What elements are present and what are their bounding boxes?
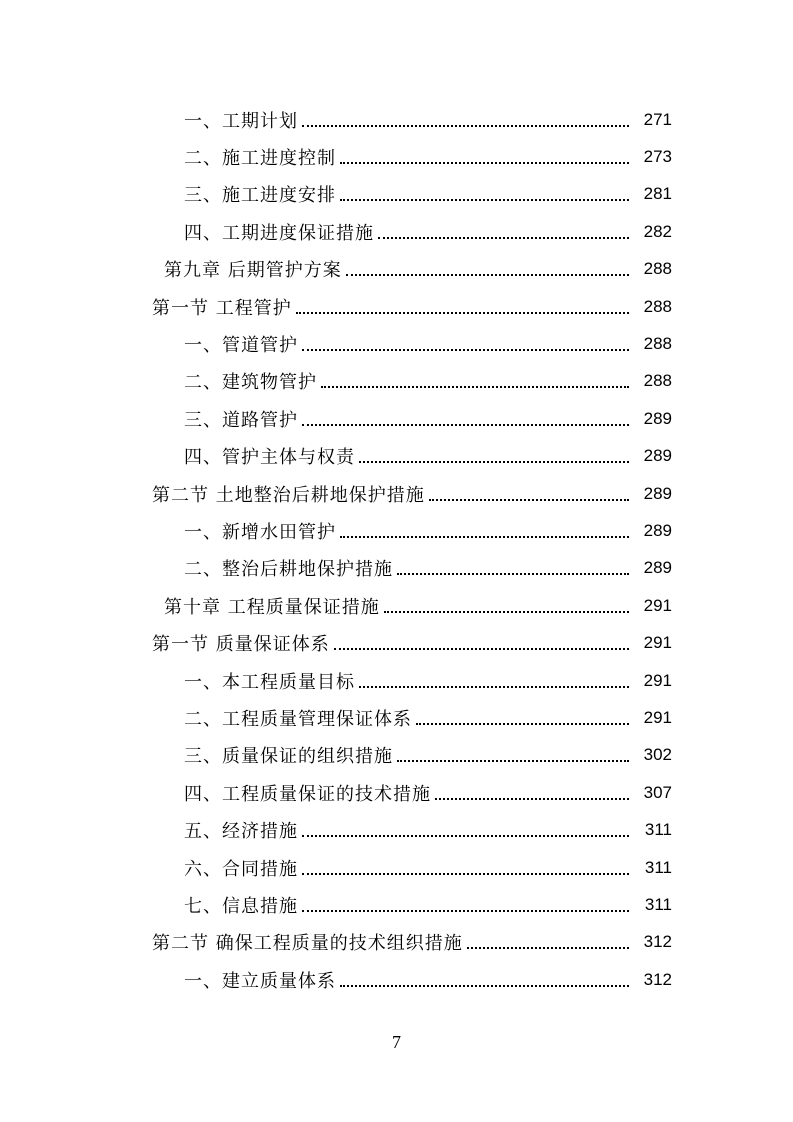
toc-entry-page: 311 (644, 857, 672, 877)
toc-entry-title: 四、工期进度保证措施 (184, 222, 374, 244)
toc-entry-item[interactable] (0, 849, 793, 886)
toc-entry-title: 第一节 工程管护 (152, 297, 292, 319)
toc-entry-title: 第十章 工程质量保证措施 (164, 596, 380, 618)
dot-leader (302, 873, 629, 875)
toc-entry-title: 一、管道管护 (184, 335, 298, 357)
dot-leader (435, 798, 629, 800)
toc-entry-page: 291 (643, 595, 672, 615)
toc-entry-item[interactable] (0, 138, 793, 175)
toc-entry-page: 311 (644, 820, 672, 840)
toc-entry-title: 一、新增水田管护 (184, 521, 336, 543)
toc-entry-title: 一、本工程质量目标 (184, 671, 355, 693)
toc-entry-item[interactable] (0, 550, 793, 587)
toc-entry-page: 311 (644, 894, 672, 914)
toc-entry-title: 七、信息措施 (184, 895, 298, 917)
dot-leader (340, 985, 629, 987)
table-of-contents (0, 101, 793, 998)
toc-entry-item[interactable] (0, 961, 793, 998)
toc-entry-page: 282 (643, 221, 672, 241)
toc-entry-item[interactable] (0, 213, 793, 250)
toc-entry-item[interactable] (0, 737, 793, 774)
toc-entry-item[interactable] (0, 363, 793, 400)
dot-leader (340, 199, 629, 201)
toc-entry-chapter[interactable] (0, 251, 793, 288)
toc-entry-item[interactable] (0, 774, 793, 811)
dot-leader (321, 386, 629, 388)
toc-entry-chapter[interactable] (0, 587, 793, 624)
toc-entry-item[interactable] (0, 699, 793, 736)
dot-leader (346, 274, 629, 276)
toc-entry-title: 第一节 质量保证体系 (152, 634, 330, 656)
toc-entry-page: 271 (643, 109, 672, 129)
toc-entry-item[interactable] (0, 101, 793, 138)
dot-leader (340, 162, 629, 164)
toc-entry-page: 312 (643, 969, 672, 989)
toc-entry-page: 312 (643, 932, 672, 952)
dot-leader (378, 237, 629, 239)
toc-entry-item[interactable] (0, 325, 793, 362)
dot-leader (359, 461, 629, 463)
dot-leader (302, 835, 629, 837)
dot-leader (416, 723, 629, 725)
dot-leader (340, 536, 629, 538)
toc-entry-title: 四、工程质量保证的技术措施 (184, 783, 431, 805)
toc-entry-title: 三、道路管护 (184, 409, 298, 431)
toc-entry-section[interactable] (0, 288, 793, 325)
toc-entry-page: 288 (643, 296, 672, 316)
toc-entry-item[interactable] (0, 811, 793, 848)
toc-entry-page: 281 (643, 184, 672, 204)
toc-entry-title: 六、合同措施 (184, 858, 298, 880)
dot-leader (397, 573, 629, 575)
dot-leader (302, 910, 629, 912)
toc-entry-item[interactable] (0, 176, 793, 213)
page-number: 7 (392, 1032, 401, 1052)
dot-leader (429, 499, 629, 501)
toc-entry-page: 288 (643, 334, 672, 354)
toc-entry-page: 289 (643, 446, 672, 466)
toc-entry-title: 二、施工进度控制 (184, 148, 336, 170)
dot-leader (397, 760, 629, 762)
dot-leader (296, 312, 629, 314)
dot-leader (334, 648, 629, 650)
toc-entry-section[interactable] (0, 475, 793, 512)
toc-entry-title: 四、管护主体与权责 (184, 447, 355, 469)
dot-leader (467, 947, 629, 949)
toc-entry-section[interactable] (0, 624, 793, 661)
dot-leader (302, 349, 629, 351)
toc-entry-title: 一、工期计划 (184, 110, 298, 132)
toc-entry-page: 291 (643, 633, 672, 653)
toc-entry-title: 三、质量保证的组织措施 (184, 746, 393, 768)
toc-entry-page: 288 (643, 371, 672, 391)
dot-leader (302, 424, 629, 426)
toc-entry-item[interactable] (0, 886, 793, 923)
toc-entry-title: 第二节 土地整治后耕地保护措施 (152, 484, 425, 506)
toc-entry-item[interactable] (0, 438, 793, 475)
toc-entry-title: 二、建筑物管护 (184, 372, 317, 394)
toc-entry-title: 第二节 确保工程质量的技术组织措施 (152, 933, 463, 955)
dot-leader (302, 125, 629, 127)
toc-entry-page: 273 (643, 147, 672, 167)
dot-leader (359, 686, 629, 688)
toc-entry-section[interactable] (0, 924, 793, 961)
toc-entry-page: 288 (643, 259, 672, 279)
toc-entry-title: 三、施工进度安排 (184, 185, 336, 207)
toc-entry-title: 二、整治后耕地保护措施 (184, 559, 393, 581)
toc-entry-title: 一、建立质量体系 (184, 970, 336, 992)
toc-entry-page: 289 (643, 483, 672, 503)
toc-entry-page: 307 (643, 782, 672, 802)
toc-entry-title: 五、经济措施 (184, 821, 298, 843)
toc-entry-page: 289 (643, 408, 672, 428)
toc-entry-page: 302 (643, 745, 672, 765)
toc-entry-title: 第九章 后期管护方案 (164, 260, 342, 282)
toc-entry-item[interactable] (0, 662, 793, 699)
toc-entry-page: 291 (643, 707, 672, 727)
toc-entry-title: 二、工程质量管理保证体系 (184, 708, 412, 730)
toc-entry-page: 289 (643, 520, 672, 540)
toc-entry-page: 291 (643, 670, 672, 690)
toc-entry-item[interactable] (0, 400, 793, 437)
toc-entry-item[interactable] (0, 512, 793, 549)
dot-leader (384, 611, 629, 613)
toc-entry-page: 289 (643, 558, 672, 578)
